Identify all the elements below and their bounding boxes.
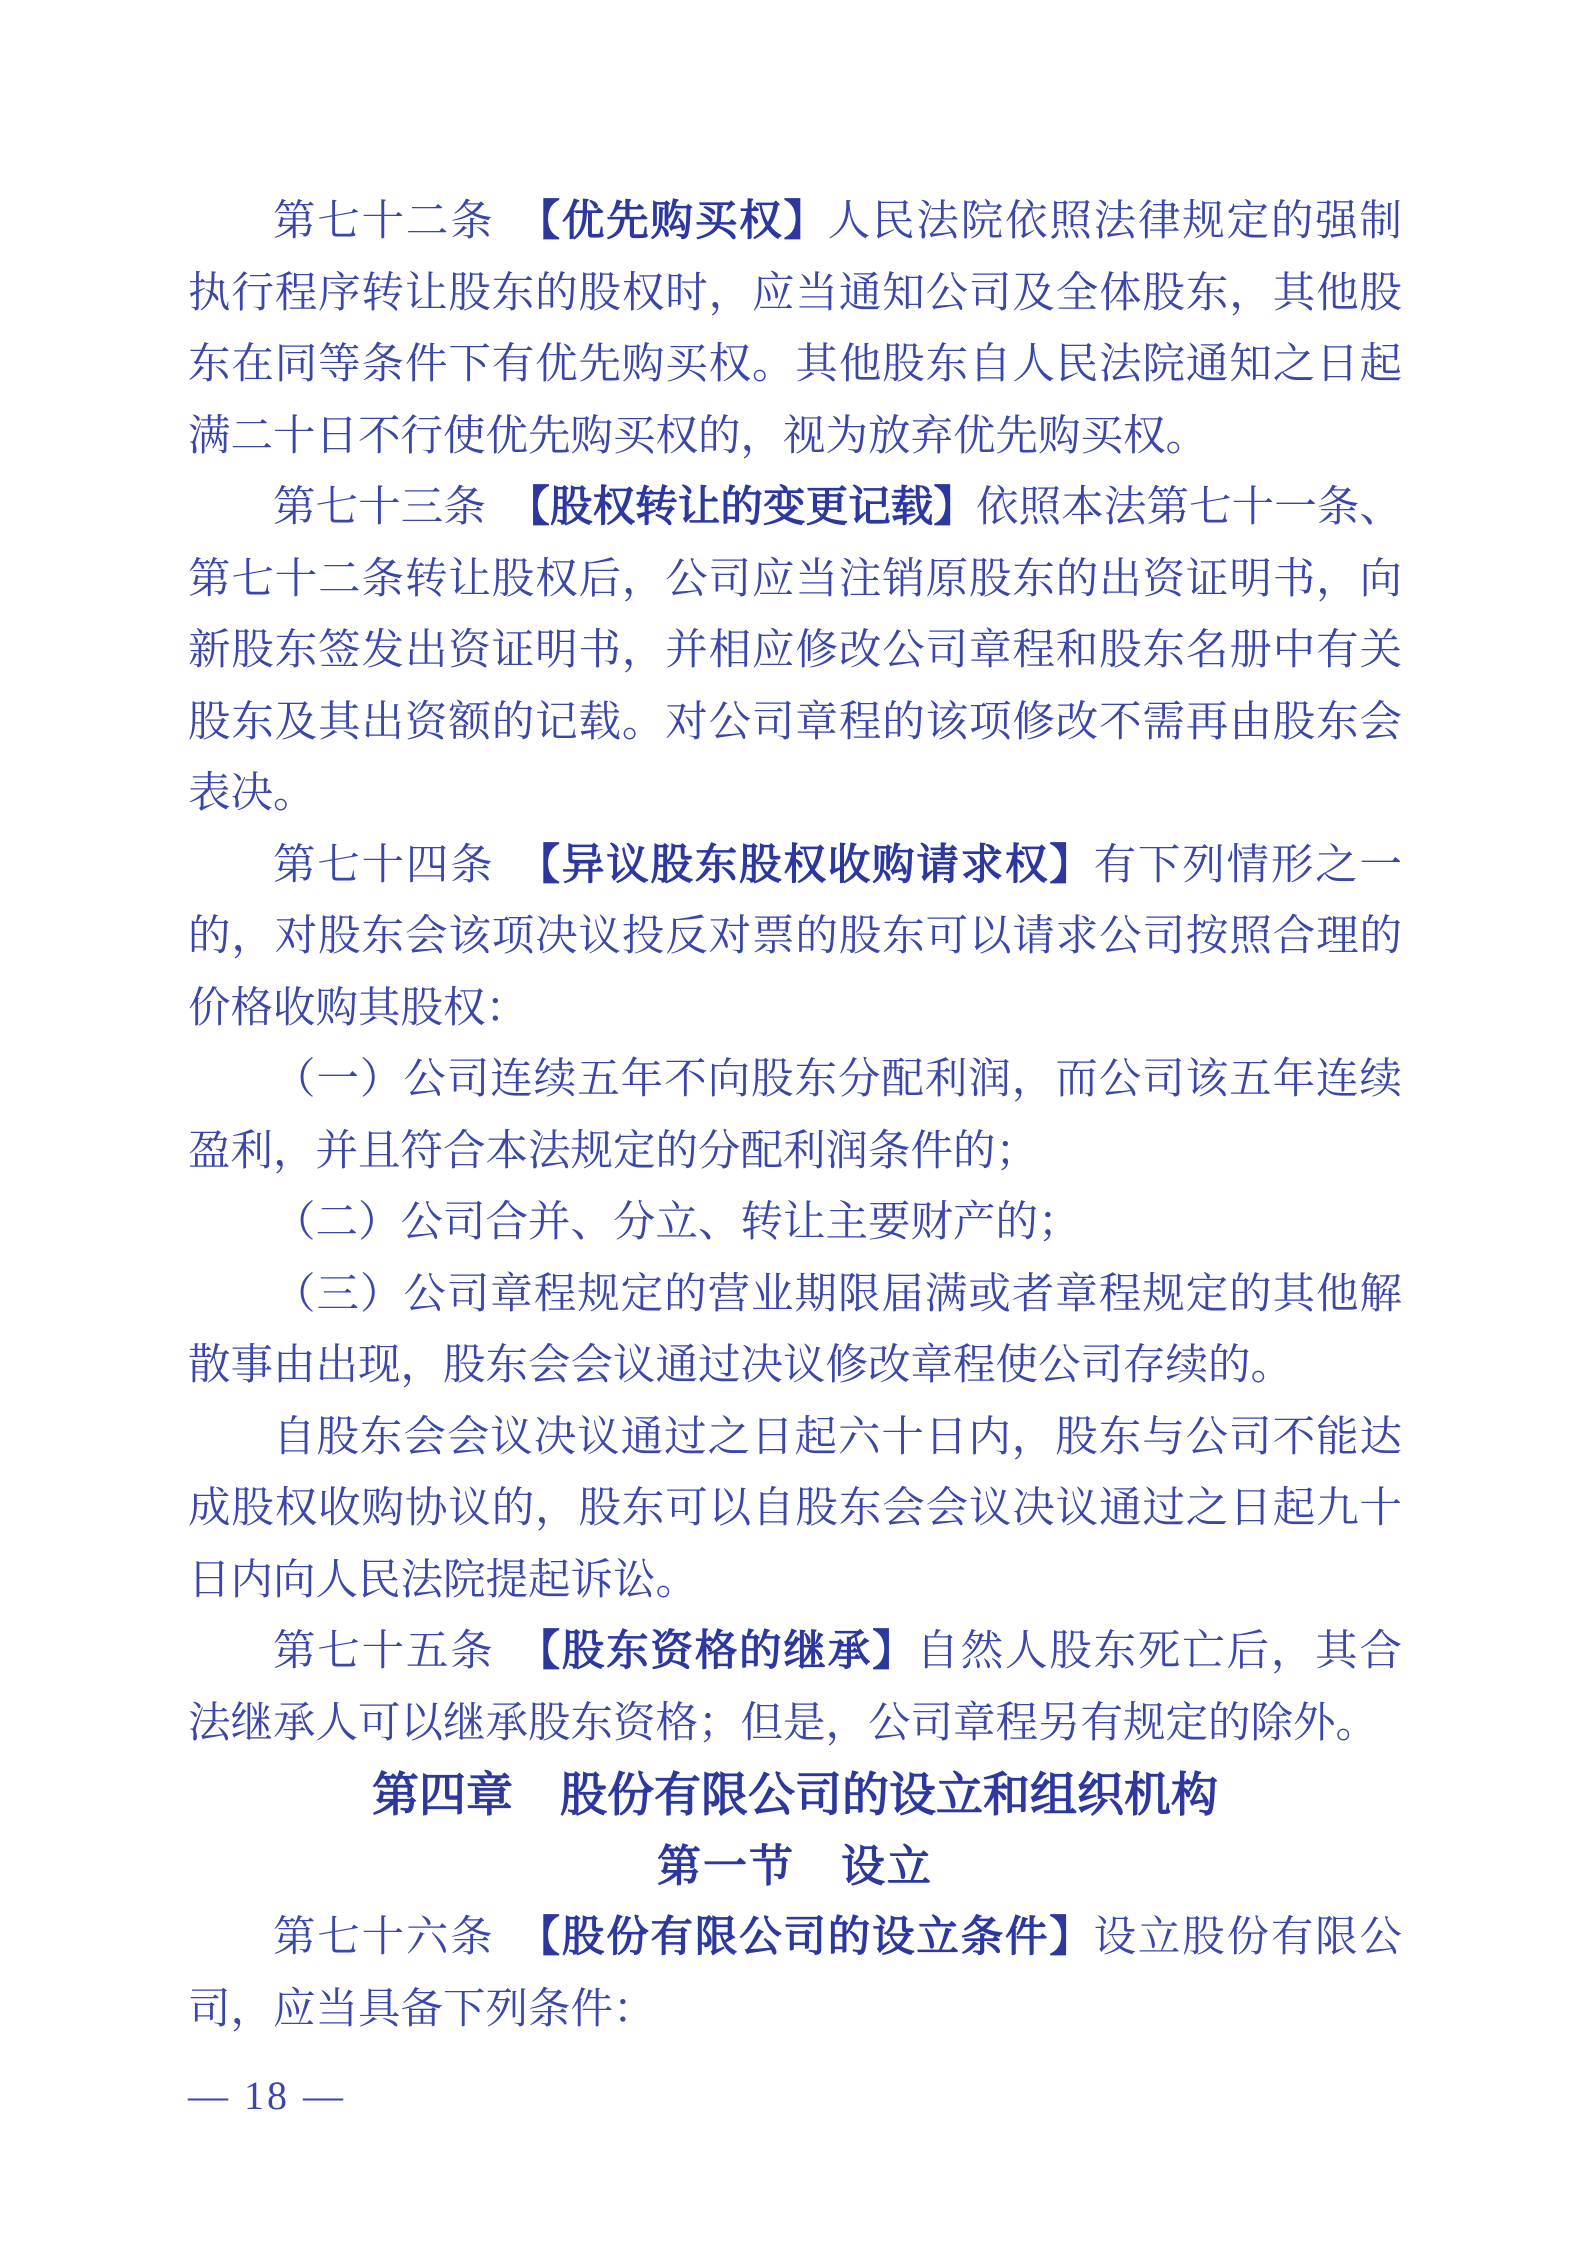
- text-segment: 日内向人民法院提起诉讼。: [188, 1556, 699, 1604]
- text-segment: （三）公司章程规定的营业期限届满或者章程规定的其他解: [273, 1270, 1402, 1318]
- text-segment: 表决。: [188, 770, 316, 817]
- article-title-bracket: 【股份有限公司的设立条件】: [538, 1914, 1094, 1961]
- article-title-bracket: 第一节 设立: [657, 1841, 933, 1891]
- text-line: [188, 1187, 1402, 1259]
- text-line: [188, 1616, 1402, 1688]
- text-segment: 满二十日不行使优先购买权的，视为放弃优先购买权。: [188, 412, 1209, 460]
- text-segment: 的，对股东会该项决议投反对票的股东可以请求公司按照合理的: [188, 913, 1402, 960]
- text-segment: 第七十五条: [273, 1628, 539, 1675]
- text-segment: 依照本法第七十一条、: [976, 484, 1402, 531]
- text-segment: 股东及其出资额的记载。对公司章程的该项修改不需再由股东会: [188, 698, 1402, 746]
- text-segment: 执行程序转让股东的股权时，应当通知公司及全体股东，其他股: [188, 269, 1402, 317]
- text-segment: 设立股份有限公: [1093, 1914, 1402, 1961]
- text-segment: 新股东签发出资证明书，并相应修改公司章程和股东名册中有关: [188, 627, 1402, 674]
- text-segment: （二）公司合并、分立、转让主要财产的；: [273, 1199, 1081, 1246]
- text-line: [188, 186, 1402, 258]
- text-segment: 东在同等条件下有优先购买权。其他股东自人民法院通知之日起: [188, 341, 1402, 388]
- page-number: — 18 —: [188, 2073, 346, 2118]
- text-segment: 第七十六条: [273, 1914, 539, 1961]
- text-line: [188, 1473, 1402, 1545]
- text-line: [188, 258, 1402, 330]
- text-line: [188, 901, 1402, 973]
- text-line: [188, 472, 1402, 544]
- article-title-bracket: 【股权转让的变更记载】: [528, 484, 977, 531]
- text-line: [188, 1259, 1402, 1331]
- text-line: [188, 1974, 1402, 2046]
- article-title-bracket: 【优先购买权】: [538, 198, 828, 245]
- text-segment: （一）公司连续五年不向股东分配利润，而公司该五年连续: [273, 1056, 1402, 1103]
- text-line: [188, 615, 1402, 687]
- text-line: [188, 1688, 1402, 1760]
- text-line: [188, 830, 1402, 902]
- chapter-heading: [188, 1759, 1402, 1831]
- text-segment: 司，应当具备下列条件：: [188, 1985, 656, 2033]
- text-segment: 第七十二条转让股权后，公司应当注销原股东的出资证明书，向: [188, 555, 1402, 603]
- text-line: [188, 973, 1402, 1045]
- text-line: [188, 1402, 1402, 1474]
- text-line: [188, 758, 1402, 830]
- text-segment: 价格收购其股权：: [188, 984, 529, 1032]
- text-segment: 人民法院依照法律规定的强制: [827, 198, 1402, 245]
- text-line: [188, 1116, 1402, 1188]
- text-line: [188, 687, 1402, 759]
- text-line: [188, 1330, 1402, 1402]
- article-title-bracket: 第四章 股份有限公司的设立和组织机构: [372, 1768, 1218, 1821]
- text-block: [188, 186, 1402, 2045]
- text-line: [188, 401, 1402, 473]
- section-heading: [188, 1831, 1402, 1903]
- text-segment: 第七十三条: [273, 484, 529, 531]
- text-segment: 有下列情形之一: [1093, 841, 1402, 889]
- article-title-bracket: 【股东资格的继承】: [538, 1628, 917, 1675]
- text-segment: 法继承人可以继承股东资格；但是，公司章程另有规定的除外。: [188, 1699, 1379, 1747]
- text-line: [188, 1902, 1402, 1974]
- text-segment: 第七十四条: [273, 841, 539, 889]
- text-line: [188, 1044, 1402, 1116]
- text-line: [188, 544, 1402, 616]
- text-line: [188, 329, 1402, 401]
- article-title-bracket: 【异议股东股权收购请求权】: [538, 841, 1094, 889]
- text-segment: 散事由出现，股东会会议通过决议修改章程使公司存续的。: [188, 1342, 1294, 1389]
- text-line: [188, 1545, 1402, 1617]
- text-segment: 盈利，并且符合本法规定的分配利润条件的；: [188, 1127, 1039, 1175]
- text-segment: 自然人股东死亡后，其合: [916, 1628, 1402, 1675]
- text-segment: 成股权收购协议的，股东可以自股东会会议决议通过之日起九十: [188, 1485, 1402, 1532]
- text-segment: 第七十二条: [273, 198, 539, 245]
- text-segment: 自股东会会议决议通过之日起六十日内，股东与公司不能达: [273, 1413, 1402, 1461]
